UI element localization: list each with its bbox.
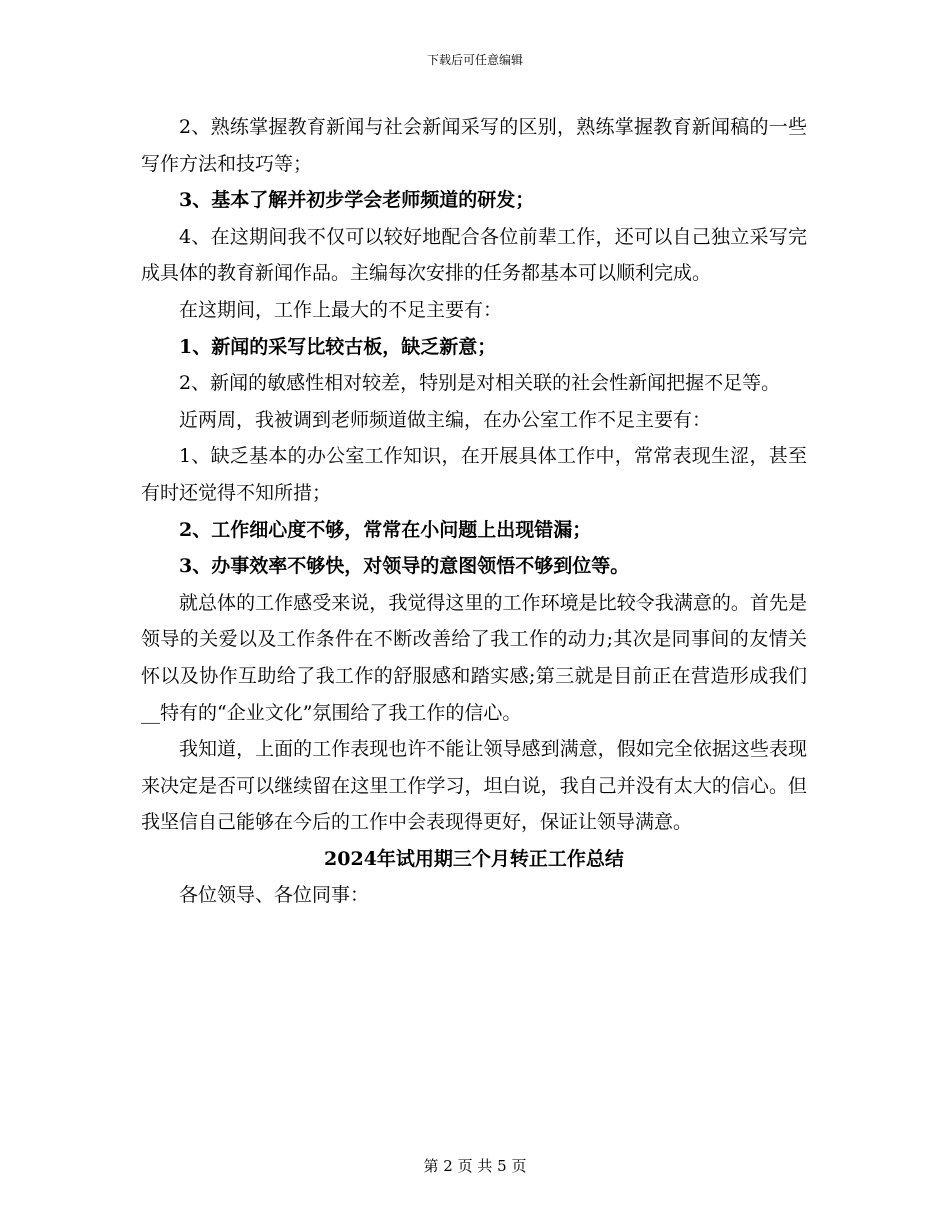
salutation: 各位领导、各位同事： bbox=[179, 884, 370, 907]
paragraph-2: 3、基本了解并初步学会老师频道的研发； bbox=[179, 189, 535, 212]
page-footer: 第 2 页 共 5 页 bbox=[423, 1157, 527, 1175]
paragraph-4: 在这期间，工作上最大的不足主要有： bbox=[179, 298, 503, 321]
section-title: 2024年试用期三个月转正工作总结 bbox=[324, 847, 624, 870]
paragraph-3: 4、在这期间我不仅可以较好地配合各位前辈工作，还可以自己独立采写完成具体的教育新闻作品。主编每次安排的任务都基本可以顺利完成。 bbox=[141, 225, 807, 285]
paragraph-11: 就总体的工作感受来说，我觉得这里的工作环境是比较令我满意的。首先是领导的关爱以及工作条件在不断改善给了我工作的动力;其次是同事间的友情关怀以及协作互助给了我工作的舒服感和踏实感;第三就是目前正在营造形成我们__特有的“企业文化”氛围给了我工作的信心。 bbox=[141, 591, 807, 724]
paragraph-10: 3、办事效率不够快，对领导的意图领悟不够到位等。 bbox=[179, 555, 630, 578]
paragraph-12: 我知道，上面的工作表现也许不能让领导感到满意，假如完全依据这些表现来决定是否可以继续留在这里工作学习，坦白说，我自己并没有太大的信心。但我坚信自己能够在今后的工作中会表现得更好，保证让领导满意。 bbox=[141, 738, 807, 834]
document-body bbox=[141, 109, 807, 914]
paragraph-7: 近两周，我被调到老师频道做主编，在办公室工作不足主要有： bbox=[179, 408, 712, 431]
paragraph-9: 2、工作细心度不够，常常在小问题上出现错漏； bbox=[179, 518, 592, 541]
paragraph-6: 2、新闻的敏感性相对较差，特别是对相关联的社会性新闻把握不足等。 bbox=[179, 372, 781, 395]
paragraph-1: 2、熟练掌握教育新闻与社会新闻采写的区别，熟练掌握教育新闻稿的一些写作方法和技巧等； bbox=[141, 116, 807, 175]
paragraph-8: 1、缺乏基本的办公室工作知识，在开展具体工作中，常常表现生涩，甚至有时还觉得不知所措； bbox=[141, 445, 807, 504]
paragraph-5: 1、新闻的采写比较古板，缺乏新意； bbox=[179, 335, 497, 358]
page-header: 下载后可任意编辑 bbox=[426, 53, 523, 67]
